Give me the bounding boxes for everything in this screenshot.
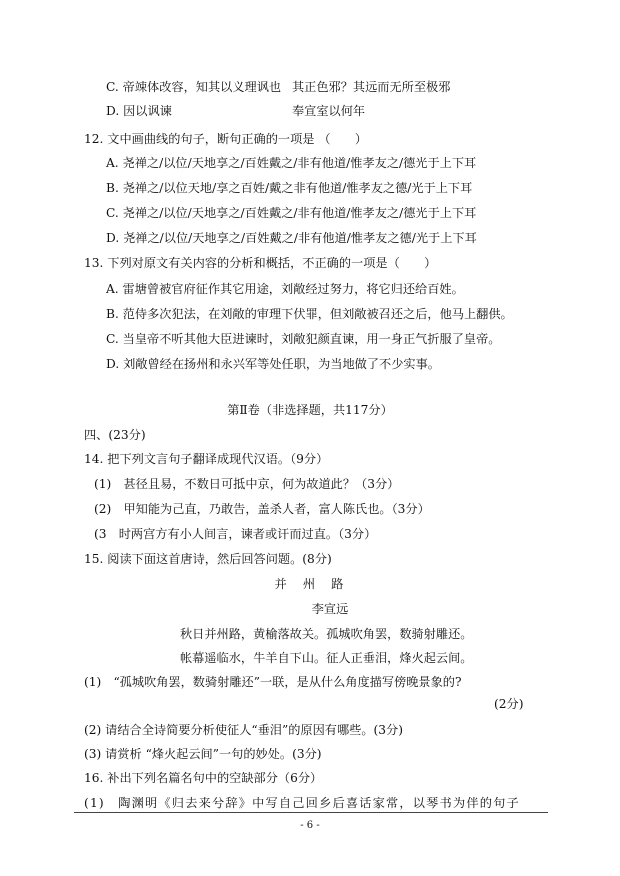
q12-option-d: D. 尧禅之/以位/天地享之/百姓戴之/非有他道/惟孝友之德/光于上下耳 (106, 231, 477, 245)
page-number: - 6 - (300, 820, 320, 831)
q11-option-d-right: 奉宣室以何年 (292, 104, 366, 118)
poem-title: 并 州 路 (274, 577, 346, 591)
q15-sub-3: (3) 请赏析 “烽火起云间”一句的妙处。(3分) (84, 747, 322, 761)
q11-option-c-left: C. 帝竦体改容，知其以义理讽也 (106, 80, 282, 94)
poem-line-1: 秋日并州路，黄榆落故关。孤城吹角罢，数骑射雕还。 (180, 627, 473, 641)
q12-stem: 12. 文中画曲线的句子，断句正确的一项是 （ ） (84, 132, 368, 146)
q12-option-a: A. 尧禅之/以位/天地享之/百姓戴之/非有他道/惟孝友之/德光于上下耳 (106, 156, 477, 170)
q13-option-a: A. 雷塘曾被官府征作其它用途，刘敞经过努力，将它归还给百姓。 (106, 282, 464, 296)
q14-item-3: (3 时两宫方有小人间言，谏者或讦而过直。（3分） (94, 527, 377, 541)
q15-stem: 15. 阅读下面这首唐诗，然后回答问题。(8分) (84, 552, 332, 566)
poem-line-2: 帐幕遥临水，牛羊自下山。征人正垂泪，烽火起云间。 (180, 651, 473, 665)
q15-sub-1: (1) “孤城吹角罢，数骑射雕还”一联，是从什么角度描写傍晚景象的? (84, 675, 462, 689)
q13-option-c: C. 当皇帝不听其他大臣进谏时，刘敞犯颜直谏，用一身正气折服了皇帝。 (106, 332, 501, 346)
q14-stem: 14. 把下列文言句子翻译成现代汉语。（9分） (84, 452, 329, 466)
part2-title: 第Ⅱ卷（非选择题，共117分） (227, 403, 393, 417)
q14-item-2: (2) 甲知能为己直，乃敢告，盖杀人者，富人陈氏也。（3分） (94, 502, 430, 516)
q16-stem: 16. 补出下列名篇名句中的空缺部分（6分） (84, 771, 323, 785)
q15-sub-1-score: (2分) (494, 697, 524, 711)
footer-divider (74, 812, 548, 813)
q13-stem: 13. 下列对原文有关内容的分析和概括，不正确的一项是（ ） (84, 256, 437, 270)
q12-option-c: C. 尧禅之/以位/天地享之/百姓戴之/非有他道/惟孝友之/德光于上下耳 (106, 206, 477, 220)
q11-option-d-left: D. 因以讽谏 (106, 104, 172, 118)
q12-option-b: B. 尧禅之/以位天地/享之百姓/戴之非有他道/惟孝友之德/光于上下耳 (106, 181, 473, 195)
q16-sub-1: (1) 陶渊明《归去来兮辞》中写自己回乡后喜话家常，以琴书为伴的句子 (84, 796, 520, 810)
section-heading: 四、(23分) (84, 428, 146, 442)
q13-option-b: B. 范侍多次犯法，在刘敞的审理下伏罪，但刘敞被召还之后，他马上翻供。 (106, 307, 513, 321)
poem-author: 李宣远 (311, 602, 349, 616)
q11-option-c-right: 其正色邪？其远而无所至极邪 (292, 80, 451, 94)
q15-sub-2: (2) 请结合全诗简要分析使征人“垂泪”的原因有哪些。(3分) (84, 723, 403, 737)
q13-option-d: D. 刘敞曾经在扬州和永兴军等处任职，为当地做了不少实事。 (106, 357, 440, 371)
q14-item-1: (1) 甚径且易，不数日可抵中京，何为故道此？（3分） (94, 477, 400, 491)
